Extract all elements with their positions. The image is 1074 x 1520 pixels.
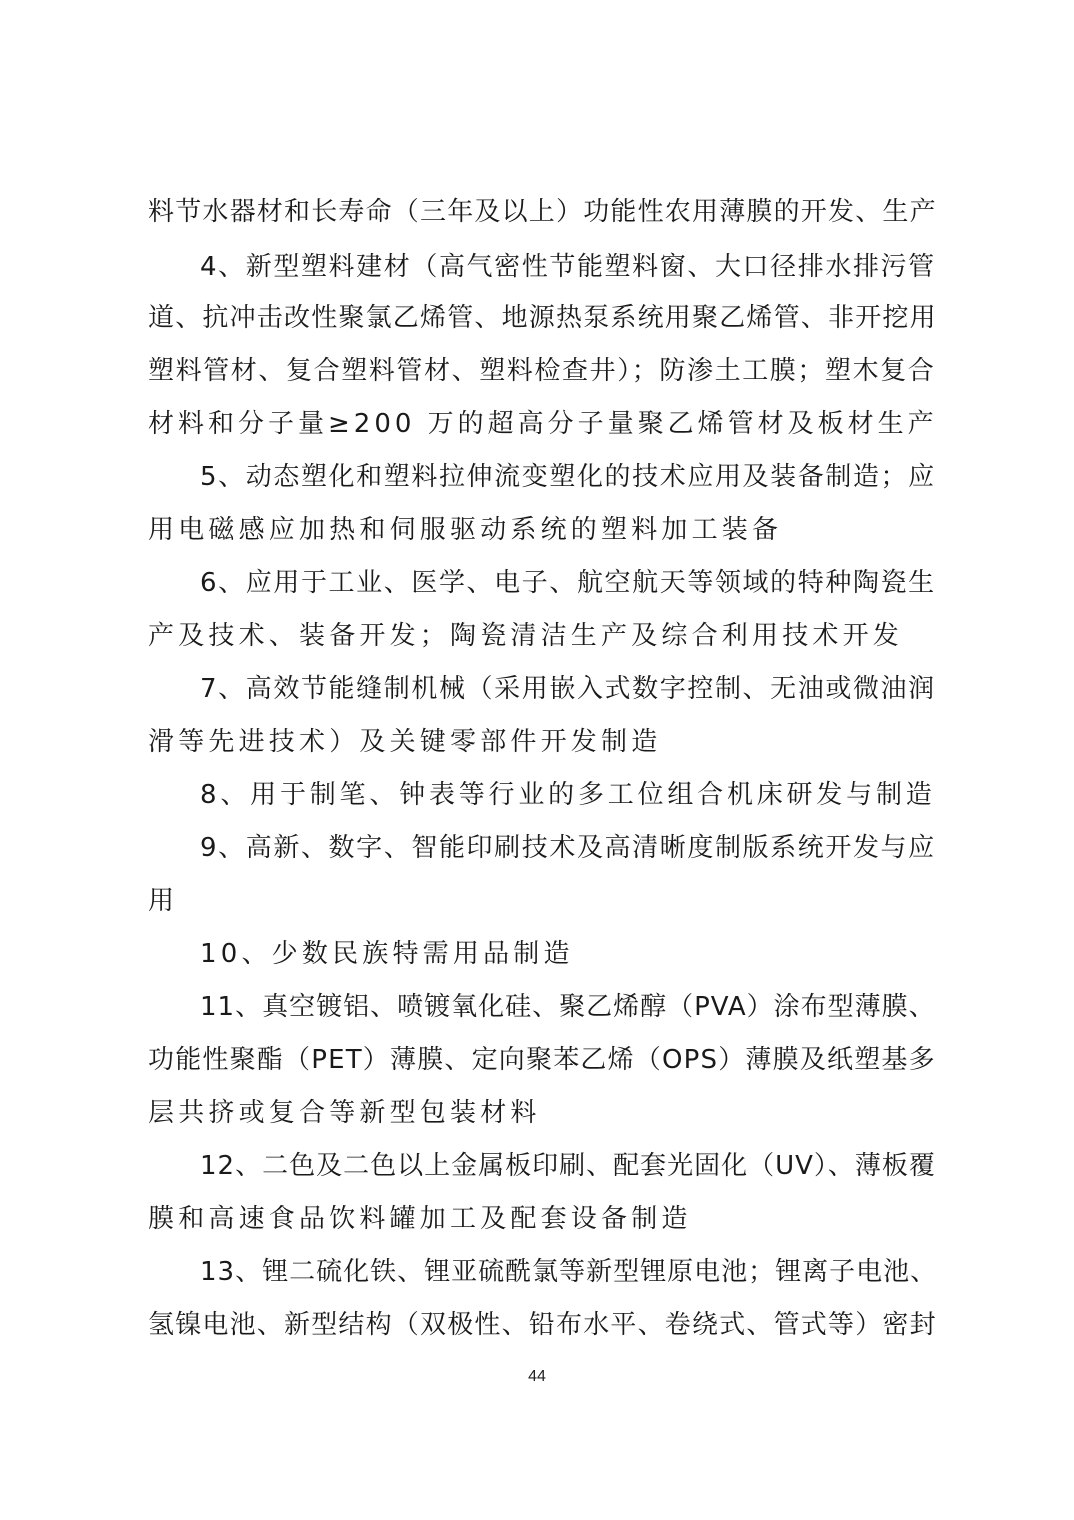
text-line: 产及技术、装备开发；陶瓷清洁生产及综合利用技术开发 <box>148 621 904 651</box>
text-line: 料节水器材和长寿命（三年及以上）功能性农用薄膜的开发、生产 <box>148 197 937 227</box>
text-line: 膜和高速食品饮料罐加工及配套设备制造 <box>148 1204 692 1234</box>
text-line: 10、少数民族特需用品制造 <box>200 939 574 969</box>
text-line: 12、二色及二色以上金属板印刷、配套光固化（UV）、薄板覆 <box>200 1151 936 1181</box>
text-line: 用 <box>148 886 179 916</box>
text-line: 材料和分子量≥200 万的超高分子量聚乙烯管材及板材生产 <box>148 409 938 439</box>
text-line: 9、高新、数字、智能印刷技术及高清晰度制版系统开发与应 <box>200 833 936 863</box>
text-line: 8、用于制笔、钟表等行业的多工位组合机床研发与制造 <box>200 780 936 810</box>
page-number: 44 <box>528 1368 546 1385</box>
text-line: 7、高效节能缝制机械（采用嵌入式数字控制、无油或微油润 <box>200 674 936 704</box>
text-line: 道、抗冲击改性聚氯乙烯管、地源热泵系统用聚乙烯管、非开挖用 <box>148 303 937 333</box>
text-line: 5、动态塑化和塑料拉伸流变塑化的技术应用及装备制造；应 <box>200 462 936 492</box>
text-line: 功能性聚酯（PET）薄膜、定向聚苯乙烯（OPS）薄膜及纸塑基多 <box>148 1045 936 1075</box>
text-line: 6、应用于工业、医学、电子、航空航天等领域的特种陶瓷生 <box>200 568 936 598</box>
text-line: 13、锂二硫化铁、锂亚硫酰氯等新型锂原电池；锂离子电池、 <box>200 1257 938 1287</box>
text-line: 11、真空镀铝、喷镀氧化硅、聚乙烯醇（PVA）涂布型薄膜、 <box>200 992 936 1022</box>
text-line: 用电磁感应加热和伺服驱动系统的塑料加工装备 <box>148 515 783 545</box>
text-line: 滑等先进技术）及关键零部件开发制造 <box>148 727 662 757</box>
text-line: 层共挤或复合等新型包装材料 <box>148 1098 541 1128</box>
text-line: 塑料管材、复合塑料管材、塑料检查井）；防渗土工膜；塑木复合 <box>148 356 936 386</box>
text-line: 4、新型塑料建材（高气密性节能塑料窗、大口径排水排污管 <box>200 252 936 282</box>
text-line: 氢镍电池、新型结构（双极性、铅布水平、卷绕式、管式等）密封 <box>148 1310 937 1340</box>
